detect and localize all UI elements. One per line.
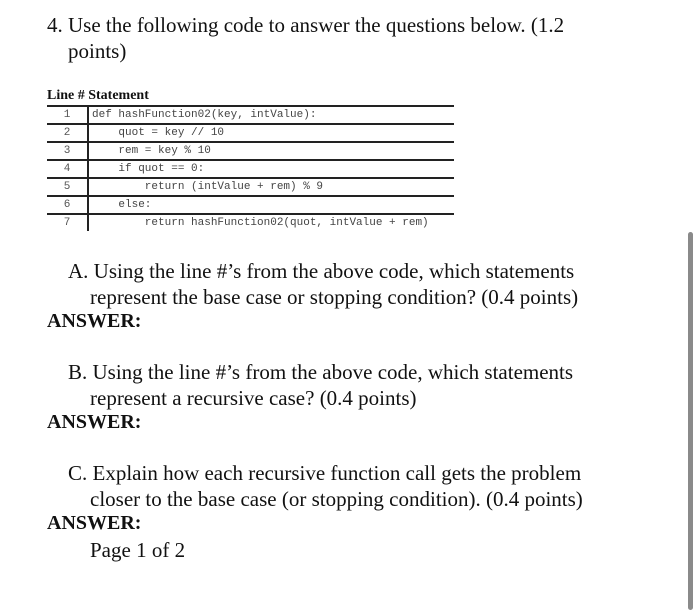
part-b-text-cont: represent a recursive case? (0.4 points) — [90, 386, 417, 410]
part-b-answer-label: ANSWER: — [47, 411, 142, 433]
part-a-answer-label: ANSWER: — [47, 310, 142, 332]
part-c-text: C. Explain how each recursive function call gets the problem — [68, 461, 582, 485]
table-row — [47, 124, 454, 142]
table-row — [47, 106, 454, 124]
code-statement: else: — [88, 196, 454, 214]
table-row — [47, 160, 454, 178]
part-a-text-cont: represent the base case or stopping condition? (0.4 points) — [90, 285, 579, 309]
code-statement: return (intValue + rem) % 9 — [88, 178, 454, 196]
line-number: 7 — [47, 214, 88, 231]
code-statement: def hashFunction02(key, intValue): — [88, 106, 454, 124]
line-number: 4 — [47, 160, 88, 178]
line-number: 3 — [47, 142, 88, 160]
code-statement: return hashFunction02(quot, intValue + rem) — [88, 214, 454, 231]
code-statement: if quot == 0: — [88, 160, 454, 178]
part-c-text-cont: closer to the base case (or stopping condition). (0.4 points) — [90, 487, 583, 511]
code-statement: quot = key // 10 — [88, 124, 454, 142]
part-a-text: A. Using the line #’s from the above code, which statements — [68, 259, 575, 283]
table-header: Line # Statement — [47, 88, 149, 103]
table-row — [47, 142, 454, 160]
line-number: 5 — [47, 178, 88, 196]
table-row — [47, 178, 454, 196]
line-number: 1 — [47, 106, 88, 124]
table-row — [47, 214, 454, 231]
scrollbar[interactable] — [688, 232, 693, 610]
line-number: 6 — [47, 196, 88, 214]
table-row — [47, 196, 454, 214]
line-number: 2 — [47, 124, 88, 142]
page-indicator: Page 1 of 2 — [90, 538, 186, 562]
question-title: 4. Use the following code to answer the questions below. (1.2 — [47, 13, 565, 37]
question-title-cont: points) — [68, 39, 127, 63]
part-c-answer-label: ANSWER: — [47, 512, 142, 534]
code-statement: rem = key % 10 — [88, 142, 454, 160]
code-table — [47, 105, 454, 231]
part-b-text: B. Using the line #’s from the above code, which statements — [68, 360, 574, 384]
